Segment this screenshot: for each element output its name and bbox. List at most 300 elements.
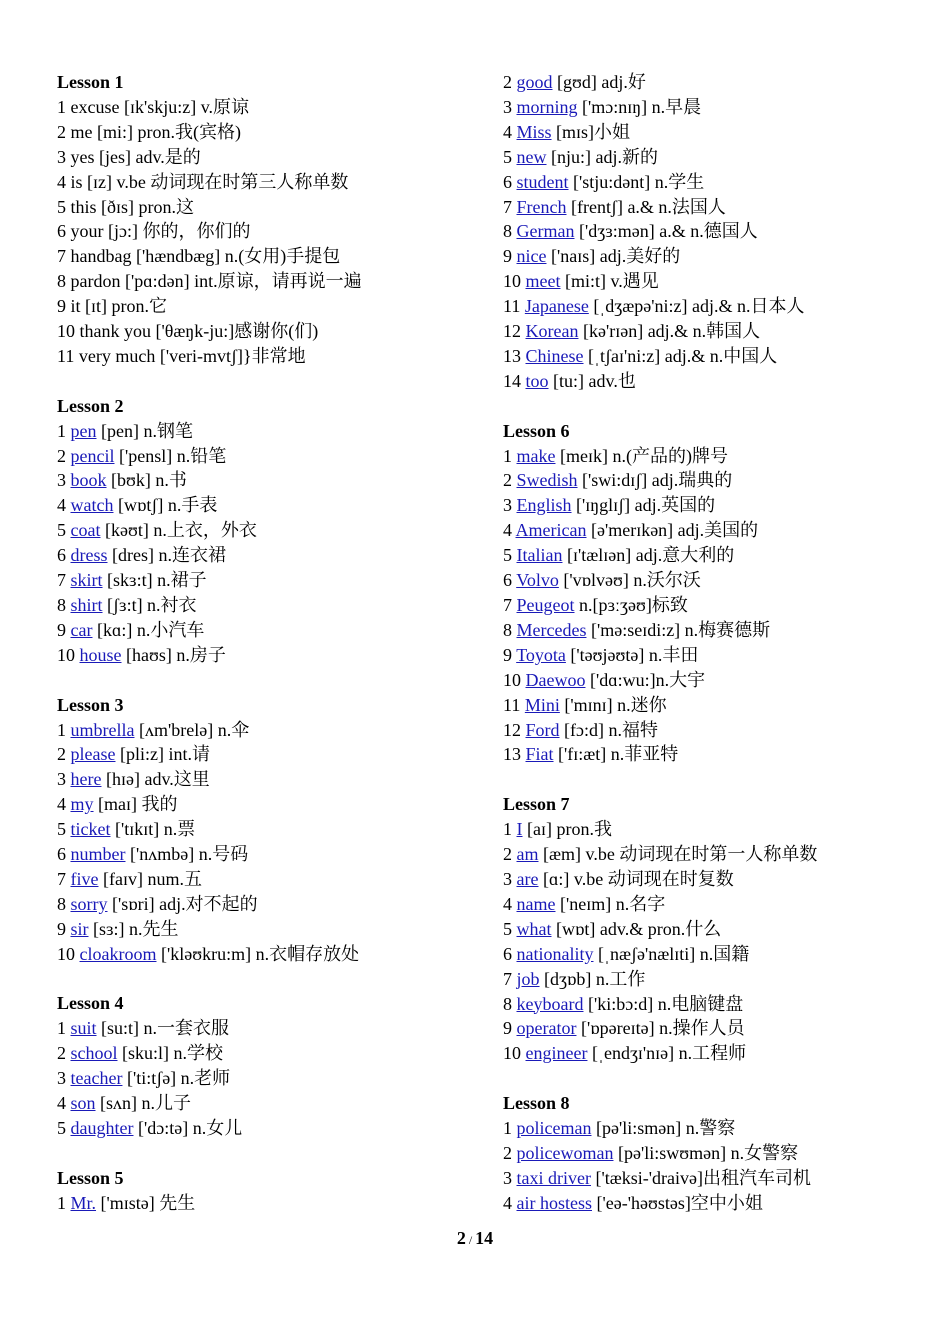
entry-definition: n.[pɜːʒəʊ]标致: [574, 595, 688, 616]
vocab-entry: [503, 568, 923, 593]
entry-number: 2: [57, 121, 66, 142]
vocab-entry: [57, 195, 477, 220]
vocab-word-link[interactable]: please: [70, 744, 116, 765]
vocab-word-link[interactable]: sir: [70, 918, 89, 939]
vocab-word-link[interactable]: watch: [70, 495, 114, 516]
vocab-word-link[interactable]: Mercedes: [516, 619, 587, 640]
vocab-word-link[interactable]: new: [516, 146, 547, 167]
entry-definition: [kə'rɪən] adj.& n.韩国人: [578, 321, 761, 342]
vocab-word-link[interactable]: pen: [70, 420, 97, 441]
lesson-block: [503, 1091, 923, 1216]
lesson-block: [57, 1166, 477, 1216]
vocab-entry: [503, 170, 923, 195]
vocab-entry: [503, 95, 923, 120]
vocab-word-link[interactable]: Swedish: [516, 470, 578, 491]
vocab-word-link[interactable]: Miss: [516, 121, 552, 142]
vocab-entry: [503, 718, 923, 743]
entry-number: 7: [57, 868, 66, 889]
entry-definition: [dʒɒb] n.工作: [539, 968, 646, 989]
vocab-entry: [503, 369, 923, 394]
entry-definition: ['sɒri] adj.对不起的: [107, 893, 258, 914]
entry-definition: [skɜ:t] n.裙子: [102, 570, 207, 591]
entry-definition: ['dʒɜ:mən] a.& n.德国人: [574, 221, 758, 242]
vocab-word: excuse: [70, 96, 120, 117]
vocab-word-link[interactable]: son: [70, 1093, 96, 1114]
vocab-word-link[interactable]: I: [516, 819, 523, 840]
vocab-word-link[interactable]: meet: [525, 271, 561, 292]
entry-number: 9: [503, 1018, 512, 1039]
total-pages: 14: [475, 1228, 494, 1248]
vocab-word-link[interactable]: keyboard: [516, 993, 584, 1014]
vocab-word-link[interactable]: morning: [516, 96, 578, 117]
entry-definition: [wɒtʃ] n.手表: [113, 495, 218, 516]
entry-definition: [mɪs]小姐: [551, 121, 631, 142]
entry-definition: [frentʃ] a.& n.法国人: [566, 196, 726, 217]
vocab-word-link[interactable]: too: [525, 370, 549, 391]
entry-number: 13: [503, 345, 521, 366]
vocab-word-link[interactable]: skirt: [70, 570, 103, 591]
vocab-word-link[interactable]: coat: [70, 520, 101, 541]
entry-definition: [jɔ:] 你的，你们的: [103, 221, 251, 242]
entry-number: 8: [503, 619, 512, 640]
entry-definition: [pə'li:swʊmən] n.女警察: [613, 1142, 799, 1163]
entry-definition: [pli:z] int.请: [115, 744, 210, 765]
vocab-entry: [503, 444, 923, 469]
vocab-word-link[interactable]: pencil: [70, 445, 115, 466]
vocab-word-link[interactable]: nice: [516, 246, 547, 267]
lesson-title: Lesson 6: [503, 420, 570, 441]
entry-definition: [ˌtʃaɪ'ni:z] adj.& n.中国人: [583, 345, 778, 366]
vocab-word: is: [70, 171, 83, 192]
vocab-entry: [57, 867, 477, 892]
entry-number: 10: [503, 669, 521, 690]
entry-number: 5: [503, 545, 512, 566]
entry-definition: [haʊs] n.房子: [121, 644, 226, 665]
vocab-entry: [503, 817, 923, 842]
vocab-entry: [57, 1191, 477, 1216]
entry-number: 11: [57, 345, 75, 366]
vocab-entry: [57, 170, 477, 195]
vocab-entry: [57, 1116, 477, 1141]
vocab-word-link[interactable]: book: [70, 470, 107, 491]
lesson-title: Lesson 3: [57, 694, 124, 715]
entry-definition: [mi:] pron.我(宾格): [92, 121, 241, 142]
entry-definition: [ʌm'brelə] n.伞: [134, 719, 250, 740]
vocab-word-link[interactable]: good: [516, 72, 553, 92]
vocab-entry: [57, 817, 477, 842]
lesson-block: [57, 991, 477, 1140]
vocab-entry: [503, 867, 923, 892]
vocab-entry: [503, 1116, 923, 1141]
entry-number: 5: [57, 520, 66, 541]
entry-definition: ['veri-mvtʃ]}非常地: [155, 345, 306, 366]
entry-definition: ['kləʊkru:m] n.衣帽存放处: [156, 943, 360, 964]
vocab-entry: [57, 1066, 477, 1091]
page-number: [0, 1228, 950, 1249]
entry-number: 7: [57, 570, 66, 591]
vocab-word-link[interactable]: taxi driver: [516, 1167, 591, 1188]
vocab-entry: [57, 219, 477, 244]
entry-definition: ['fɪ:æt] n.菲亚特: [553, 744, 679, 765]
entry-definition: [aɪ] pron.我: [522, 819, 612, 840]
entry-number: 1: [503, 1118, 512, 1139]
lesson-block: [503, 70, 923, 394]
lesson-title: Lesson 8: [503, 1093, 570, 1114]
entry-number: 6: [57, 844, 66, 865]
entry-definition: [kəʊt] n.上衣，外衣: [100, 520, 257, 541]
vocab-entry: [503, 742, 923, 767]
vocab-entry: [503, 145, 923, 170]
vocab-word-link[interactable]: umbrella: [70, 719, 135, 740]
vocab-word-link[interactable]: English: [516, 495, 572, 516]
entry-number: 5: [503, 918, 512, 939]
vocab-word: this: [70, 196, 97, 217]
entry-number: 7: [503, 968, 512, 989]
lesson-title: Lesson 5: [57, 1167, 124, 1188]
vocab-word-link[interactable]: make: [516, 445, 556, 466]
entry-definition: ['mɪnɪ] n.迷你: [559, 694, 667, 715]
entry-definition: [ˌdʒæpə'ni:z] adj.& n.日本人: [588, 296, 805, 317]
entry-number: 4: [57, 495, 66, 516]
entry-definition: [gʊd] adj.好: [552, 72, 646, 92]
entry-number: 12: [503, 719, 521, 740]
vocab-word-link[interactable]: student: [516, 171, 569, 192]
entry-number: 4: [57, 794, 66, 815]
entry-definition: [ˌendʒɪ'nɪə] n.工程师: [587, 1043, 747, 1064]
vocab-entry: [57, 742, 477, 767]
lesson-title: Lesson 1: [57, 72, 124, 92]
vocab-entry: [503, 618, 923, 643]
entry-number: 9: [57, 296, 66, 317]
vocab-entry: [57, 718, 477, 743]
vocab-word: very much: [78, 345, 156, 366]
entry-definition: [faɪv] num.五: [98, 868, 202, 889]
vocab-word-link[interactable]: am: [516, 844, 539, 865]
vocab-word-link[interactable]: Korean: [525, 321, 579, 342]
vocab-entry: [503, 344, 923, 369]
vocab-entry: [503, 294, 923, 319]
entry-definition: [fɔ:d] n.福特: [559, 719, 658, 740]
entry-number: 6: [503, 171, 512, 192]
vocab-word-link[interactable]: Daewoo: [525, 669, 586, 690]
entry-number: 3: [57, 470, 66, 491]
entry-definition: [ə'merɪkən] adj.美国的: [586, 520, 759, 541]
vocab-entry: [503, 518, 923, 543]
vocab-word-link[interactable]: school: [70, 1043, 118, 1064]
entry-number: 3: [57, 769, 66, 790]
entry-definition: [ˌnæʃə'nælɪti] n.国籍: [593, 943, 750, 964]
entry-definition: [jes] adv.是的: [94, 146, 201, 167]
vocab-word-link[interactable]: Chinese: [525, 345, 584, 366]
vocab-entry: [503, 842, 923, 867]
vocab-entry: [57, 842, 477, 867]
vocab-word-link[interactable]: what: [516, 918, 552, 939]
entry-definition: [nju:] adj.新的: [546, 146, 658, 167]
entry-number: 4: [503, 121, 512, 142]
entry-number: 4: [57, 1093, 66, 1114]
vocab-entry: [57, 493, 477, 518]
vocab-word-link[interactable]: Peugeot: [516, 595, 575, 616]
lesson-block: [503, 792, 923, 1066]
vocab-word-link[interactable]: name: [516, 893, 556, 914]
vocab-entry: [57, 269, 477, 294]
entry-definition: [hɪə] adv.这里: [101, 769, 210, 790]
vocab-entry: [503, 668, 923, 693]
entry-number: 2: [503, 470, 512, 491]
entry-number: 2: [57, 744, 66, 765]
vocab-word-link[interactable]: Italian: [516, 545, 563, 566]
entry-number: 6: [503, 570, 512, 591]
vocab-word-link[interactable]: number: [70, 844, 126, 865]
entry-number: 3: [57, 146, 66, 167]
entry-definition: ['ki:bɔ:d] n.电脑键盘: [583, 993, 744, 1014]
vocab-entry: [57, 294, 477, 319]
vocab-entry: [503, 892, 923, 917]
entry-number: 7: [503, 196, 512, 217]
entry-definition: ['pensl] n.铅笔: [114, 445, 227, 466]
vocab-entry: [57, 568, 477, 593]
vocab-entry: [57, 444, 477, 469]
vocab-entry: [503, 917, 923, 942]
entry-number: 1: [57, 1192, 66, 1213]
vocab-word-link[interactable]: German: [516, 221, 575, 242]
entry-number: 12: [503, 321, 521, 342]
entry-definition: [wɒt] adv.& pron.什么: [551, 918, 722, 939]
entry-number: 2: [503, 72, 512, 92]
entry-definition: [pen] n.钢笔: [96, 420, 193, 441]
entry-number: 10: [57, 644, 75, 665]
entry-definition: [su:t] n.一套衣服: [96, 1018, 230, 1039]
entry-definition: [ɪ'tælɪən] adj.意大利的: [562, 545, 735, 566]
vocab-entry: [503, 1016, 923, 1041]
entry-number: 1: [57, 96, 66, 117]
entry-definition: ['tɪkɪt] n.票: [110, 819, 196, 840]
vocab-entry: [57, 95, 477, 120]
vocab-entry: [503, 1191, 923, 1216]
entry-definition: [maɪ] 我的: [93, 794, 178, 815]
vocab-entry: [57, 244, 477, 269]
lesson-block: [57, 394, 477, 668]
entry-number: 3: [503, 1167, 512, 1188]
vocab-word-link[interactable]: ticket: [70, 819, 111, 840]
entry-number: 10: [57, 943, 75, 964]
entry-definition: [ðɪs] pron.这: [96, 196, 195, 217]
entry-definition: ['dɑ:wu:]n.大宇: [585, 669, 706, 690]
entry-definition: [ɪz] v.be 动词现在时第三人称单数: [82, 171, 349, 192]
entry-definition: ['neɪm] n.名字: [555, 893, 666, 914]
vocab-word-link[interactable]: car: [70, 619, 93, 640]
lesson-title: Lesson 7: [503, 794, 570, 815]
lesson-block: [57, 70, 477, 369]
entry-number: 6: [57, 545, 66, 566]
entry-number: 10: [503, 1043, 521, 1064]
vocab-word-link[interactable]: shirt: [70, 595, 103, 616]
entry-definition: ['mɔ:nɪŋ] n.早晨: [577, 96, 702, 117]
entry-number: 5: [503, 146, 512, 167]
entry-definition: ['eə-'həʊstəs]空中小姐: [592, 1192, 763, 1213]
entry-definition: ['nʌmbə] n.号码: [125, 844, 249, 865]
entry-number: 1: [57, 1018, 66, 1039]
entry-number: 11: [503, 694, 521, 715]
entry-number: 8: [57, 271, 66, 292]
vocab-word: thank you: [79, 321, 151, 342]
vocab-word-link[interactable]: dress: [70, 545, 108, 566]
vocab-word-link[interactable]: operator: [516, 1018, 577, 1039]
entry-number: 4: [503, 520, 512, 541]
entry-number: 3: [503, 96, 512, 117]
vocab-word-link[interactable]: Fiat: [525, 744, 554, 765]
vocab-word-link[interactable]: sorry: [70, 893, 108, 914]
vocab-word-link[interactable]: five: [70, 868, 99, 889]
right-column: [503, 70, 923, 1216]
vocab-entry: [503, 319, 923, 344]
vocab-entry: [503, 1041, 923, 1066]
entry-number: 4: [503, 893, 512, 914]
entry-definition: ['ɒpəreɪtə] n.操作人员: [576, 1018, 745, 1039]
entry-definition: [bʊk] n.书: [106, 470, 187, 491]
vocab-word-link[interactable]: Mr.: [70, 1192, 97, 1213]
vocab-entry: [57, 468, 477, 493]
entry-definition: [sʌn] n.儿子: [95, 1093, 192, 1114]
entry-number: 3: [503, 495, 512, 516]
entry-number: 8: [57, 893, 66, 914]
vocab-entry: [503, 269, 923, 294]
vocab-entry: [57, 643, 477, 668]
vocab-word-link[interactable]: Japanese: [524, 296, 589, 317]
vocab-entry: [503, 70, 923, 95]
vocab-entry: [503, 120, 923, 145]
entry-number: 9: [503, 644, 512, 665]
entry-definition: [kɑ:] n.小汽车: [92, 619, 205, 640]
lesson-block: [503, 419, 923, 768]
vocab-entry: [57, 319, 477, 344]
vocab-word-link[interactable]: policewoman: [516, 1142, 614, 1163]
entry-definition: ['vɒlvəʊ] n.沃尔沃: [558, 570, 701, 591]
vocab-word-link[interactable]: policeman: [516, 1118, 592, 1139]
entry-number: 6: [503, 943, 512, 964]
vocab-entry: [57, 419, 477, 444]
entry-number: 9: [503, 246, 512, 267]
entry-number: 8: [503, 993, 512, 1014]
entry-number: 4: [57, 171, 66, 192]
vocab-word-link[interactable]: American: [515, 520, 587, 541]
entry-number: 14: [503, 370, 521, 391]
vocab-word-link[interactable]: French: [516, 196, 567, 217]
entry-definition: [pə'li:smən] n.警察: [591, 1118, 736, 1139]
entry-number: 4: [503, 1192, 512, 1213]
entry-definition: [sku:l] n.学校: [117, 1043, 223, 1064]
entry-number: 13: [503, 744, 521, 765]
vocab-entry: [57, 120, 477, 145]
vocab-entry: [503, 992, 923, 1017]
vocab-entry: [57, 518, 477, 543]
entry-number: 1: [503, 819, 512, 840]
entry-definition: ['ɪŋglɪʃ] adj.英国的: [571, 495, 716, 516]
entry-number: 7: [503, 595, 512, 616]
vocab-word-link[interactable]: my: [70, 794, 94, 815]
vocab-entry: [503, 468, 923, 493]
entry-definition: ['naɪs] adj.美好的: [546, 246, 681, 267]
entry-definition: [ɪt] pron.它: [80, 296, 167, 317]
entry-number: 5: [57, 819, 66, 840]
vocab-word-link[interactable]: daughter: [70, 1118, 134, 1139]
entry-definition: [mi:t] v.遇见: [560, 271, 659, 292]
entry-number: 5: [57, 196, 66, 217]
vocab-word-link[interactable]: are: [516, 868, 539, 889]
vocab-word: it: [70, 296, 81, 317]
entry-definition: [ɑ:] v.be 动词现在时复数: [538, 868, 734, 889]
vocab-word-link[interactable]: house: [79, 644, 122, 665]
entry-definition: [ɪk'skju:z] v.原谅: [119, 96, 250, 117]
vocab-entry: [57, 1091, 477, 1116]
entry-definition: ['swi:dɪʃ] adj.瑞典的: [577, 470, 733, 491]
vocab-entry: [503, 543, 923, 568]
vocab-word-link[interactable]: here: [70, 769, 102, 790]
vocab-word-link[interactable]: job: [516, 968, 540, 989]
vocab-word: your: [70, 221, 104, 242]
vocab-word-link[interactable]: air hostess: [516, 1192, 592, 1213]
entry-number: 1: [57, 420, 66, 441]
entry-definition: [æm] v.be 动词现在时第一人称单数: [538, 844, 818, 865]
entry-number: 11: [503, 296, 521, 317]
entry-number: 3: [57, 1068, 66, 1089]
entry-number: 10: [57, 321, 75, 342]
entry-number: 9: [57, 619, 66, 640]
vocab-word-link[interactable]: engineer: [525, 1043, 588, 1064]
entry-definition: [sɜ:] n.先生: [88, 918, 179, 939]
vocab-entry: [57, 618, 477, 643]
vocab-entry: [503, 967, 923, 992]
entry-definition: ['pɑ:dən] int.原谅，请再说一遍: [120, 271, 362, 292]
vocab-word-link[interactable]: teacher: [70, 1068, 123, 1089]
vocab-entry: [57, 917, 477, 942]
entry-definition: ['mə:seɪdi:z] n.梅赛德斯: [586, 619, 771, 640]
vocab-word: handbag: [70, 246, 132, 267]
vocab-entry: [503, 693, 923, 718]
entry-number: 2: [57, 1043, 66, 1064]
entry-number: 2: [503, 844, 512, 865]
vocab-entry: [503, 244, 923, 269]
vocab-entry: [503, 1166, 923, 1191]
vocab-entry: [57, 942, 477, 967]
entry-definition: ['θæŋk-ju:]感谢你(们): [151, 321, 319, 342]
entry-definition: ['hændbæg] n.(女用)手提包: [131, 246, 341, 267]
vocab-word-link[interactable]: Volvo: [516, 570, 559, 591]
entry-number: 2: [57, 445, 66, 466]
entry-definition: ['ti:tʃə] n.老师: [122, 1068, 231, 1089]
entry-number: 1: [503, 445, 512, 466]
vocab-word-link[interactable]: Toyota: [516, 644, 566, 665]
vocab-word: me: [70, 121, 93, 142]
vocab-entry: [57, 145, 477, 170]
vocab-word-link[interactable]: Mini: [524, 694, 560, 715]
vocab-entry: [57, 792, 477, 817]
vocab-word-link[interactable]: cloakroom: [79, 943, 157, 964]
vocab-entry: [57, 344, 477, 369]
vocab-entry: [57, 593, 477, 618]
entry-definition: [ʃɜ:t] n.衬衣: [102, 595, 197, 616]
entry-number: 5: [57, 1118, 66, 1139]
entry-number: 10: [503, 271, 521, 292]
vocab-entry: [57, 1016, 477, 1041]
vocab-word-link[interactable]: suit: [70, 1018, 97, 1039]
entry-definition: ['dɔ:tə] n.女儿: [133, 1118, 243, 1139]
entry-number: 2: [503, 1142, 512, 1163]
vocab-word-link[interactable]: Ford: [525, 719, 560, 740]
entry-number: 7: [57, 246, 66, 267]
vocab-word-link[interactable]: nationality: [516, 943, 594, 964]
page-separator: /: [468, 1233, 473, 1247]
